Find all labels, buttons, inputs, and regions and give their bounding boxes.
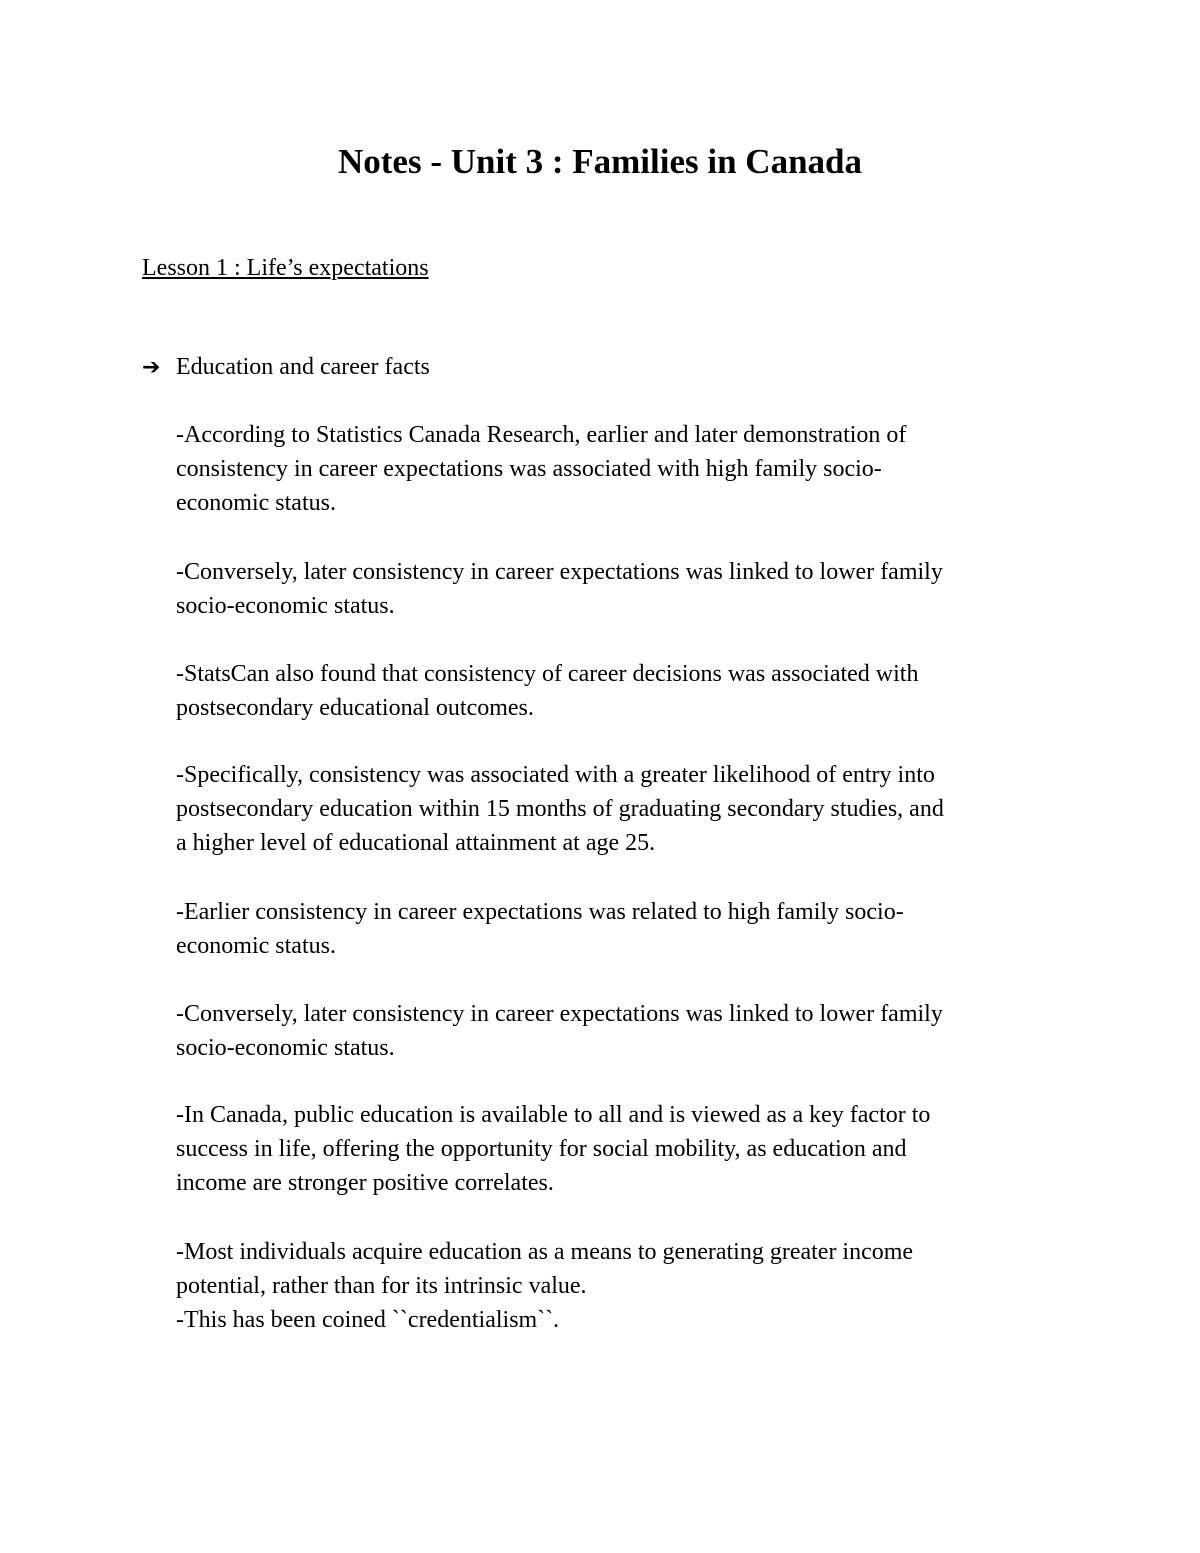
paragraph-line: a higher level of educational attainment at age 25.: [176, 830, 656, 856]
paragraph-line: income are stronger positive correlates.: [176, 1170, 554, 1196]
paragraph-line: consistency in career expectations was associated with high family socio-: [176, 456, 882, 482]
paragraph-line: success in life, offering the opportunity for social mobility, as education and: [176, 1136, 907, 1162]
arrow-right-icon: ➔: [142, 355, 161, 380]
paragraph-line: -StatsCan also found that consistency of career decisions was associated with: [176, 661, 919, 687]
lesson-heading: Lesson 1 : Life’s expectations: [142, 255, 429, 281]
paragraph-line: potential, rather than for its intrinsic value.: [176, 1273, 587, 1299]
paragraph: [176, 895, 1076, 963]
paragraph-line: economic status.: [176, 933, 336, 959]
paragraph-line: socio-economic status.: [176, 1035, 395, 1061]
paragraph: [176, 1098, 1076, 1200]
paragraph: [176, 555, 1076, 623]
paragraph: [176, 997, 1076, 1065]
paragraph-line: -Specifically, consistency was associated with a greater likelihood of entry into: [176, 762, 935, 788]
paragraph-line: -Conversely, later consistency in career expectations was linked to lower family: [176, 1001, 943, 1027]
paragraph-line: -This has been coined ``credentialism``.: [176, 1307, 560, 1333]
paragraph-line: -In Canada, public education is available to all and is viewed as a key factor to: [176, 1102, 931, 1128]
paragraph: [176, 1235, 1076, 1337]
paragraph-line: postsecondary education within 15 months of graduating secondary studies, and: [176, 796, 944, 822]
paragraph-line: -According to Statistics Canada Research, earlier and later demonstration of: [176, 422, 907, 448]
page-title: Notes - Unit 3 : Families in Canada: [337, 142, 863, 181]
paragraph-line: -Most individuals acquire education as a means to generating greater income: [176, 1239, 914, 1265]
paragraph: [176, 758, 1076, 860]
paragraph-line: economic status.: [176, 490, 336, 516]
paragraph: [176, 657, 1076, 725]
section-heading: [142, 352, 430, 383]
paragraph-line: -Conversely, later consistency in career expectations was linked to lower family: [176, 559, 943, 585]
section-heading-label: Education and career facts: [176, 354, 430, 380]
paragraph-line: postsecondary educational outcomes.: [176, 695, 534, 721]
paragraph-line: -Earlier consistency in career expectations was related to high family socio-: [176, 899, 904, 925]
paragraph: [176, 418, 1076, 520]
paragraph-line: socio-economic status.: [176, 593, 395, 619]
